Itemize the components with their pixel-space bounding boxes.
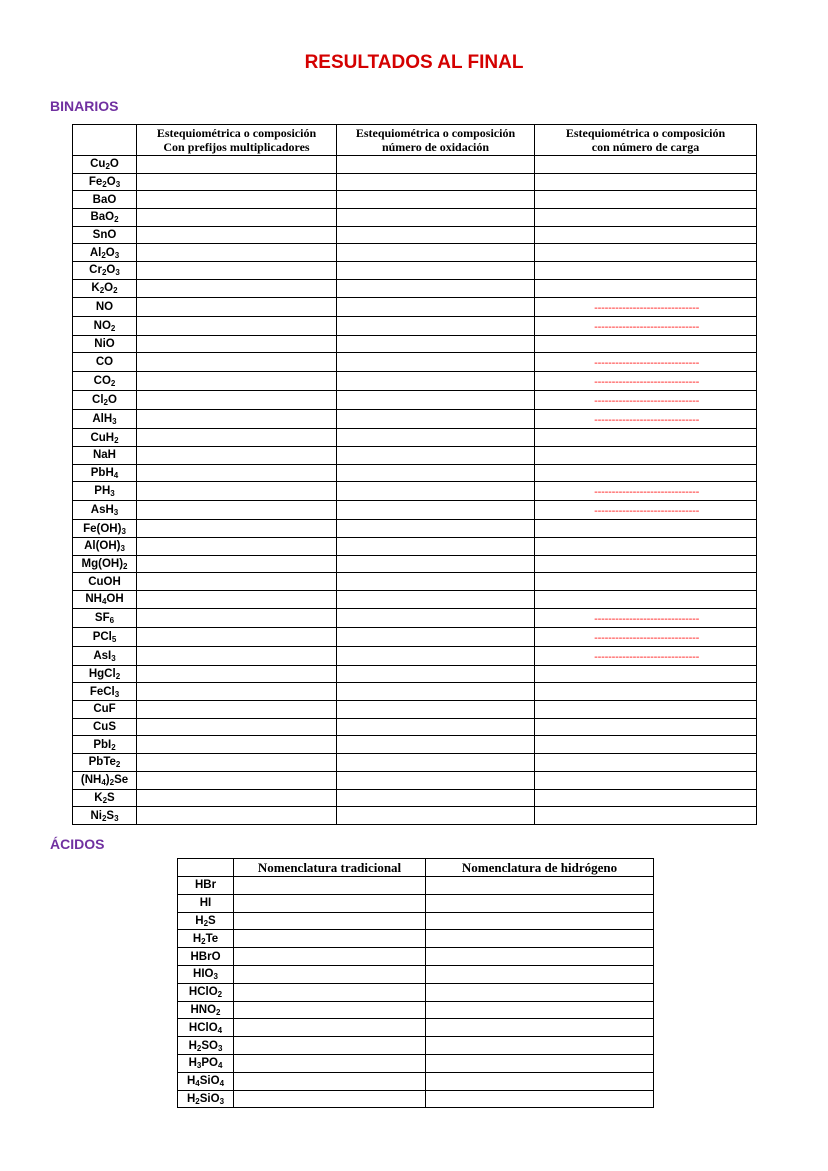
answer-cell[interactable] [234, 1001, 426, 1019]
answer-cell[interactable] [426, 894, 654, 912]
table-row [73, 482, 757, 501]
answer-cell[interactable] [137, 591, 337, 609]
answer-cell[interactable] [337, 807, 535, 825]
answer-cell[interactable] [137, 464, 337, 482]
table-row [178, 930, 654, 948]
answer-cell[interactable] [426, 983, 654, 1001]
formula-cell: NiO [73, 335, 137, 353]
answer-cell[interactable] [234, 912, 426, 930]
answer-cell[interactable] [137, 429, 337, 447]
not-applicable-dashes: ------------------------------ [592, 378, 699, 390]
answer-cell[interactable] [337, 279, 535, 297]
column-header-line: Estequiométrica o composición [565, 126, 726, 140]
answer-cell[interactable] [337, 372, 535, 391]
column-header-line: número de oxidación [381, 140, 490, 154]
formula-cell: HClO$_4$ [178, 1019, 234, 1037]
answer-cell[interactable] [426, 1001, 654, 1019]
answer-cell[interactable] [137, 789, 337, 807]
not-applicable-dashes: ------------------------------ [592, 614, 699, 626]
binarios-table [72, 124, 757, 825]
not-applicable-dashes: ------------------------------ [592, 633, 699, 645]
formula-cell: NaH [73, 446, 137, 464]
answer-cell[interactable] [137, 156, 337, 174]
formula-cell: AlH$_3$ [73, 410, 137, 429]
table-row [73, 191, 757, 209]
table-row [73, 501, 757, 520]
table-row [73, 410, 757, 429]
answer-cell[interactable] [337, 297, 535, 316]
answer-cell[interactable] [337, 244, 535, 262]
answer-cell[interactable] [137, 410, 337, 429]
answer-cell[interactable] [337, 771, 535, 789]
formula-cell: $K_2O_2$ [73, 279, 137, 297]
formula-cell: $H_2SiO_3$ [178, 1090, 234, 1108]
answer-cell[interactable] [137, 372, 337, 391]
answer-cell[interactable] [535, 683, 757, 701]
answer-cell[interactable] [535, 789, 757, 807]
formula-cell: $PH_3$ [73, 482, 137, 501]
formula-cell: $Al_2O_3$ [73, 244, 137, 262]
answer-cell[interactable] [426, 877, 654, 895]
answer-cell[interactable] [137, 608, 337, 627]
formula-cell: CuF [73, 701, 137, 719]
table-row [73, 807, 757, 825]
answer-cell[interactable] [137, 316, 337, 335]
formula-cell: PbH$_4$ [73, 464, 137, 482]
formula-cell: $HIO_3$ [178, 965, 234, 983]
answer-cell[interactable] [337, 736, 535, 754]
answer-cell[interactable] [337, 701, 535, 719]
table-row [178, 1072, 654, 1090]
formula-cell: BaO$_2$ [73, 209, 137, 227]
formula-cell: $H_2S$ [178, 912, 234, 930]
answer-cell[interactable] [337, 591, 535, 609]
answer-cell[interactable] [137, 627, 337, 646]
answer-cell[interactable] [535, 173, 757, 191]
answer-cell[interactable] [426, 1019, 654, 1037]
answer-cell[interactable] [137, 573, 337, 591]
formula-cell: AsI$_3$ [73, 646, 137, 665]
answer-cell[interactable] [337, 209, 535, 227]
answer-cell[interactable] [337, 464, 535, 482]
not-applicable-dashes: ------------------------------ [592, 359, 699, 371]
answer-cell[interactable] [337, 335, 535, 353]
answer-cell[interactable] [535, 464, 757, 482]
answer-cell[interactable] [337, 627, 535, 646]
table-row [73, 591, 757, 609]
column-header-line: Estequiométrica o composición [355, 126, 516, 140]
column-header-prefijos [137, 125, 337, 156]
formula-cell: $H_3PO_4$ [178, 1054, 234, 1072]
answer-cell[interactable] [426, 930, 654, 948]
answer-cell[interactable] [337, 446, 535, 464]
answer-cell[interactable] [337, 665, 535, 683]
formula-cell: HBrO [178, 948, 234, 966]
answer-cell[interactable] [426, 1090, 654, 1108]
formula-cell: PbI$_2$ [73, 736, 137, 754]
answer-cell[interactable] [535, 555, 757, 573]
table-row [73, 771, 757, 789]
formula-cell: PCl$_5$ [73, 627, 137, 646]
answer-cell[interactable] [535, 771, 757, 789]
not-applicable-cell [535, 482, 757, 501]
formula-cell: $H_4SiO_4$ [178, 1072, 234, 1090]
table-row [178, 1019, 654, 1037]
not-applicable-cell [535, 372, 757, 391]
answer-cell[interactable] [535, 429, 757, 447]
formula-cell: $Fe(OH)_3$ [73, 520, 137, 538]
table-row [178, 948, 654, 966]
formula-cell: $HNO_2$ [178, 1001, 234, 1019]
answer-cell[interactable] [234, 983, 426, 1001]
table-row [73, 156, 757, 174]
answer-cell[interactable] [535, 537, 757, 555]
not-applicable-cell [535, 627, 757, 646]
answer-cell[interactable] [535, 156, 757, 174]
not-applicable-cell [535, 410, 757, 429]
formula-cell: $Cr_2O_3$ [73, 262, 137, 280]
acidos-heading: ÁCIDOS [50, 836, 105, 852]
table-row [73, 316, 757, 335]
answer-cell[interactable] [426, 1072, 654, 1090]
answer-cell[interactable] [535, 701, 757, 719]
table-row [73, 789, 757, 807]
answer-cell[interactable] [137, 482, 337, 501]
table-row [73, 446, 757, 464]
column-header-carga [535, 125, 757, 156]
table-row [73, 429, 757, 447]
acidos-header-row [178, 859, 654, 877]
formula-cell: $SF_6$ [73, 608, 137, 627]
answer-cell[interactable] [337, 646, 535, 665]
formula-cell: $NH_4OH$ [73, 591, 137, 609]
column-header-hidrogeno: Nomenclatura de hidrógeno [426, 859, 654, 877]
answer-cell[interactable] [337, 429, 535, 447]
not-applicable-cell [535, 501, 757, 520]
answer-cell[interactable] [137, 736, 337, 754]
formula-cell: PbTe$_2$ [73, 754, 137, 772]
answer-cell[interactable] [535, 191, 757, 209]
answer-cell[interactable] [234, 948, 426, 966]
answer-cell[interactable] [337, 501, 535, 520]
answer-cell[interactable] [337, 608, 535, 627]
answer-cell[interactable] [234, 1072, 426, 1090]
table-row [178, 912, 654, 930]
formula-cell: $(NH_4)_2Se$ [73, 771, 137, 789]
answer-cell[interactable] [426, 965, 654, 983]
answer-cell[interactable] [234, 1019, 426, 1037]
table-row [73, 646, 757, 665]
formula-cell: $Mg(OH)_2$ [73, 555, 137, 573]
answer-cell[interactable] [137, 446, 337, 464]
answer-cell[interactable] [137, 279, 337, 297]
answer-cell[interactable] [535, 244, 757, 262]
answer-cell[interactable] [535, 718, 757, 736]
not-applicable-dashes: ------------------------------ [592, 416, 699, 428]
table-row [73, 520, 757, 538]
answer-cell[interactable] [337, 173, 535, 191]
formula-cell: CuOH [73, 573, 137, 591]
answer-cell[interactable] [234, 894, 426, 912]
table-row [73, 627, 757, 646]
answer-cell[interactable] [234, 965, 426, 983]
answer-cell[interactable] [137, 807, 337, 825]
table-row [73, 608, 757, 627]
answer-cell[interactable] [137, 335, 337, 353]
table-row [73, 279, 757, 297]
formula-cell: SnO [73, 226, 137, 244]
table-row [178, 1090, 654, 1108]
not-applicable-cell [535, 646, 757, 665]
answer-cell[interactable] [234, 1090, 426, 1108]
answer-cell[interactable] [535, 226, 757, 244]
table-row [73, 464, 757, 482]
table-row [73, 573, 757, 591]
answer-cell[interactable] [337, 718, 535, 736]
table-row [178, 983, 654, 1001]
column-header-tradicional: Nomenclatura tradicional [234, 859, 426, 877]
formula-cell: $Al(OH)_3$ [73, 537, 137, 555]
formula-cell: $NO_2$ [73, 316, 137, 335]
answer-cell[interactable] [535, 665, 757, 683]
answer-cell[interactable] [337, 537, 535, 555]
formula-cell: FeCl$_3$ [73, 683, 137, 701]
answer-cell[interactable] [337, 555, 535, 573]
not-applicable-cell [535, 391, 757, 410]
formula-cell: $K_2S$ [73, 789, 137, 807]
table-row [178, 877, 654, 895]
answer-cell[interactable] [337, 316, 535, 335]
table-row [178, 965, 654, 983]
not-applicable-dashes: ------------------------------ [592, 507, 699, 519]
answer-cell[interactable] [137, 646, 337, 665]
answer-cell[interactable] [535, 573, 757, 591]
answer-cell[interactable] [234, 1037, 426, 1055]
formula-cell: CuS [73, 718, 137, 736]
table-row [73, 244, 757, 262]
formula-cell: $Cl_2O$ [73, 391, 137, 410]
answer-cell[interactable] [137, 226, 337, 244]
table-row [73, 555, 757, 573]
formula-cell: CO [73, 353, 137, 372]
answer-cell[interactable] [337, 754, 535, 772]
answer-cell[interactable] [337, 520, 535, 538]
table-row [73, 754, 757, 772]
answer-cell[interactable] [137, 520, 337, 538]
answer-cell[interactable] [337, 191, 535, 209]
answer-cell[interactable] [337, 482, 535, 501]
formula-cell: HI [178, 894, 234, 912]
answer-cell[interactable] [137, 262, 337, 280]
answer-cell[interactable] [426, 1037, 654, 1055]
column-header-line: Con prefijos multiplicadores [163, 140, 310, 154]
answer-cell[interactable] [337, 156, 535, 174]
table-row [73, 665, 757, 683]
formula-cell: AsH$_3$ [73, 501, 137, 520]
not-applicable-cell [535, 297, 757, 316]
answer-cell[interactable] [137, 754, 337, 772]
table-row [178, 1037, 654, 1055]
answer-cell[interactable] [535, 262, 757, 280]
answer-cell[interactable] [337, 262, 535, 280]
answer-cell[interactable] [137, 501, 337, 520]
answer-cell[interactable] [337, 683, 535, 701]
formula-cell: HBr [178, 877, 234, 895]
answer-cell[interactable] [535, 736, 757, 754]
table-row [73, 353, 757, 372]
not-applicable-dashes: ------------------------------ [592, 322, 699, 334]
answer-cell[interactable] [137, 191, 337, 209]
formula-cell: $H_2SO_3$ [178, 1037, 234, 1055]
answer-cell[interactable] [426, 912, 654, 930]
formula-cell: $CO_2$ [73, 372, 137, 391]
answer-cell[interactable] [137, 391, 337, 410]
formula-cell: $Fe_2O_3$ [73, 173, 137, 191]
answer-cell[interactable] [426, 948, 654, 966]
formula-cell: HClO$_2$ [178, 983, 234, 1001]
answer-cell[interactable] [234, 1054, 426, 1072]
answer-cell[interactable] [137, 537, 337, 555]
answer-cell[interactable] [337, 573, 535, 591]
table-row [73, 262, 757, 280]
table-row [73, 335, 757, 353]
answer-cell[interactable] [137, 353, 337, 372]
table-row [73, 372, 757, 391]
answer-cell[interactable] [337, 789, 535, 807]
column-header-line: Estequiométrica o composición [156, 126, 317, 140]
not-applicable-cell [535, 353, 757, 372]
binarios-header-row [73, 125, 757, 156]
column-header-line: con número de carga [591, 140, 700, 154]
answer-cell[interactable] [337, 226, 535, 244]
answer-cell[interactable] [137, 665, 337, 683]
formula-cell: CuH$_2$ [73, 429, 137, 447]
formula-cell: HgCl$_2$ [73, 665, 137, 683]
answer-cell[interactable] [137, 718, 337, 736]
table-row [178, 1054, 654, 1072]
answer-cell[interactable] [337, 353, 535, 372]
answer-cell[interactable] [535, 591, 757, 609]
not-applicable-cell [535, 608, 757, 627]
table-row [73, 391, 757, 410]
answer-cell[interactable] [535, 807, 757, 825]
binarios-heading: BINARIOS [50, 98, 119, 114]
not-applicable-dashes: ------------------------------ [592, 303, 699, 315]
table-row [73, 736, 757, 754]
answer-cell[interactable] [137, 209, 337, 227]
formula-cell: NO [73, 297, 137, 316]
column-header-oxidacion [337, 125, 535, 156]
table-row [178, 1001, 654, 1019]
answer-cell[interactable] [337, 391, 535, 410]
acidos-corner-cell [178, 859, 234, 877]
formula-cell: BaO [73, 191, 137, 209]
acidos-table [177, 858, 654, 1108]
answer-cell[interactable] [535, 279, 757, 297]
answer-cell[interactable] [535, 335, 757, 353]
not-applicable-dashes: ------------------------------ [592, 397, 699, 409]
not-applicable-dashes: ------------------------------ [592, 652, 699, 664]
table-row [73, 226, 757, 244]
answer-cell[interactable] [137, 701, 337, 719]
table-row [73, 537, 757, 555]
answer-cell[interactable] [137, 555, 337, 573]
page-title: RESULTADOS AL FINAL [304, 52, 524, 73]
formula-cell: $Ni_2S_3$ [73, 807, 137, 825]
answer-cell[interactable] [535, 754, 757, 772]
answer-cell[interactable] [426, 1054, 654, 1072]
table-row [73, 683, 757, 701]
table-row [73, 718, 757, 736]
answer-cell[interactable] [137, 173, 337, 191]
table-row [178, 894, 654, 912]
not-applicable-cell [535, 316, 757, 335]
answer-cell[interactable] [137, 297, 337, 316]
formula-cell: $H_2Te$ [178, 930, 234, 948]
answer-cell[interactable] [234, 930, 426, 948]
answer-cell[interactable] [535, 446, 757, 464]
answer-cell[interactable] [337, 410, 535, 429]
formula-cell: $Cu_2O$ [73, 156, 137, 174]
binarios-corner-cell [73, 125, 137, 156]
table-row [73, 173, 757, 191]
answer-cell[interactable] [137, 771, 337, 789]
answer-cell[interactable] [137, 244, 337, 262]
answer-cell[interactable] [234, 877, 426, 895]
table-row [73, 209, 757, 227]
answer-cell[interactable] [535, 209, 757, 227]
answer-cell[interactable] [535, 520, 757, 538]
table-row [73, 701, 757, 719]
not-applicable-dashes: ------------------------------ [592, 488, 699, 500]
answer-cell[interactable] [137, 683, 337, 701]
table-row [73, 297, 757, 316]
